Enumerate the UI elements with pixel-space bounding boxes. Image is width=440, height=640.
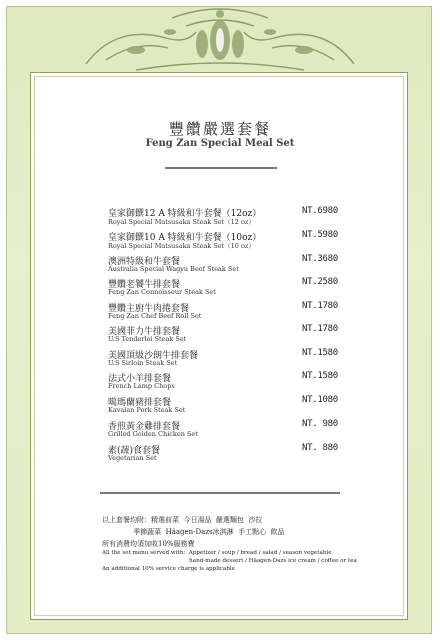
menu-title-chinese: 豐饡嚴選套餐 bbox=[168, 120, 271, 138]
notes-en-line: All the set menu served with: Appetizer / soup / bread / salad / season vegetable bbox=[102, 550, 332, 556]
menu-item-price: NT.5980 bbox=[302, 230, 338, 240]
menu-item-name-zh: 皇家御饌12 A 特級和牛套餐（12oz） bbox=[108, 209, 262, 219]
menu-item-name-en: Grilled Golden Chicken Set bbox=[108, 430, 198, 438]
menu-item bbox=[108, 348, 368, 372]
menu-item bbox=[108, 230, 368, 254]
menu-item-price: NT.1580 bbox=[302, 348, 338, 358]
menu-title-english: Feng Zan Special Meal Set bbox=[145, 138, 295, 149]
menu-item-name-en: Feng Zan Chef Beef Roll Set bbox=[108, 312, 202, 320]
notes-divider bbox=[100, 492, 340, 494]
menu-item-name-en: Kavalan Pork Steak Set bbox=[108, 406, 186, 414]
menu-item-name-zh: 素(蔬)食套餐 bbox=[108, 446, 161, 456]
menu-item-price: NT. 980 bbox=[302, 419, 338, 429]
notes-en-line: An additional 10% service charge is applicable bbox=[102, 566, 235, 572]
menu-item-price: NT. 880 bbox=[302, 443, 338, 453]
menu-item bbox=[108, 206, 368, 230]
menu-item-price: NT.2580 bbox=[302, 277, 338, 287]
menu-item-name-en: U.S Sirloin Steak Set bbox=[108, 359, 178, 367]
menu-item-name-zh: 法式小羊排套餐 bbox=[108, 374, 172, 384]
menu-item-name-en: U.S Tenderloi Steak Set bbox=[108, 335, 187, 343]
menu-item bbox=[108, 254, 368, 278]
menu-item-price: NT.6980 bbox=[302, 206, 338, 216]
notes-zh-line: 以上套餐均附：精選前菜 今日湯品 嚴選麵包 沙拉 bbox=[102, 516, 263, 524]
menu-item bbox=[108, 277, 368, 301]
menu-item bbox=[108, 371, 368, 395]
menu-item-price: NT.1080 bbox=[302, 395, 338, 405]
menu-item bbox=[108, 419, 368, 443]
menu-item-name-en: French Lamp Chops bbox=[108, 382, 175, 390]
menu-item-name-en: Feng Zan Connoisseur Steak Set bbox=[108, 288, 216, 296]
menu-item-name-zh: 豐饡主廚牛肉捲套餐 bbox=[108, 304, 190, 314]
menu-item-name-zh: 皇家御饌10 A 特級和牛套餐（10oz） bbox=[108, 233, 262, 243]
menu-item bbox=[108, 443, 368, 467]
crest-ornament-icon bbox=[76, 4, 364, 80]
menu-item-name-en: Royal Special Matsusaka Steak Set（10 oz） bbox=[108, 242, 255, 250]
menu-item bbox=[108, 301, 368, 325]
notes-zh-line: 季節蔬菜 Häagen-Dazs冰淇淋 手工點心 飲品 bbox=[102, 528, 285, 536]
notes-chinese bbox=[102, 514, 382, 550]
menu-item-name-en: Australia Special Wagyu Beef Steak Set bbox=[108, 265, 239, 273]
menu-item-price: NT.3680 bbox=[302, 254, 338, 264]
menu-item-name-zh: 美國菲力牛排套餐 bbox=[108, 327, 181, 337]
menu-item bbox=[108, 395, 368, 419]
notes-en-line: hand-made dessert / Häagen-Dazs ice cream / coffee or tea bbox=[102, 558, 357, 564]
menu-item-price: NT.1780 bbox=[302, 301, 338, 311]
notes-english bbox=[102, 549, 402, 573]
menu-item-name-zh: 澳洲特級和牛套餐 bbox=[108, 257, 181, 267]
title-divider bbox=[165, 167, 277, 169]
menu-item bbox=[108, 324, 368, 348]
menu-item-name-zh: 美國頂級沙朗牛排套餐 bbox=[108, 351, 199, 361]
menu-item-name-zh: 香煎黃金雞排套餐 bbox=[108, 422, 181, 432]
menu-item-name-zh: 豐饡老饕牛排套餐 bbox=[108, 280, 181, 290]
menu-item-price: NT.1580 bbox=[302, 371, 338, 381]
menu-item-name-zh: 噶瑪蘭豬排套餐 bbox=[108, 398, 172, 408]
menu-item-name-en: Royal Special Matsusaka Steak Set（12 oz） bbox=[108, 218, 255, 226]
menu-item-price: NT.1780 bbox=[302, 324, 338, 334]
menu-item-name-en: Vegetarian Set bbox=[108, 454, 157, 462]
notes-zh-line: 所有消費均須加收10%服務費 bbox=[102, 540, 195, 548]
